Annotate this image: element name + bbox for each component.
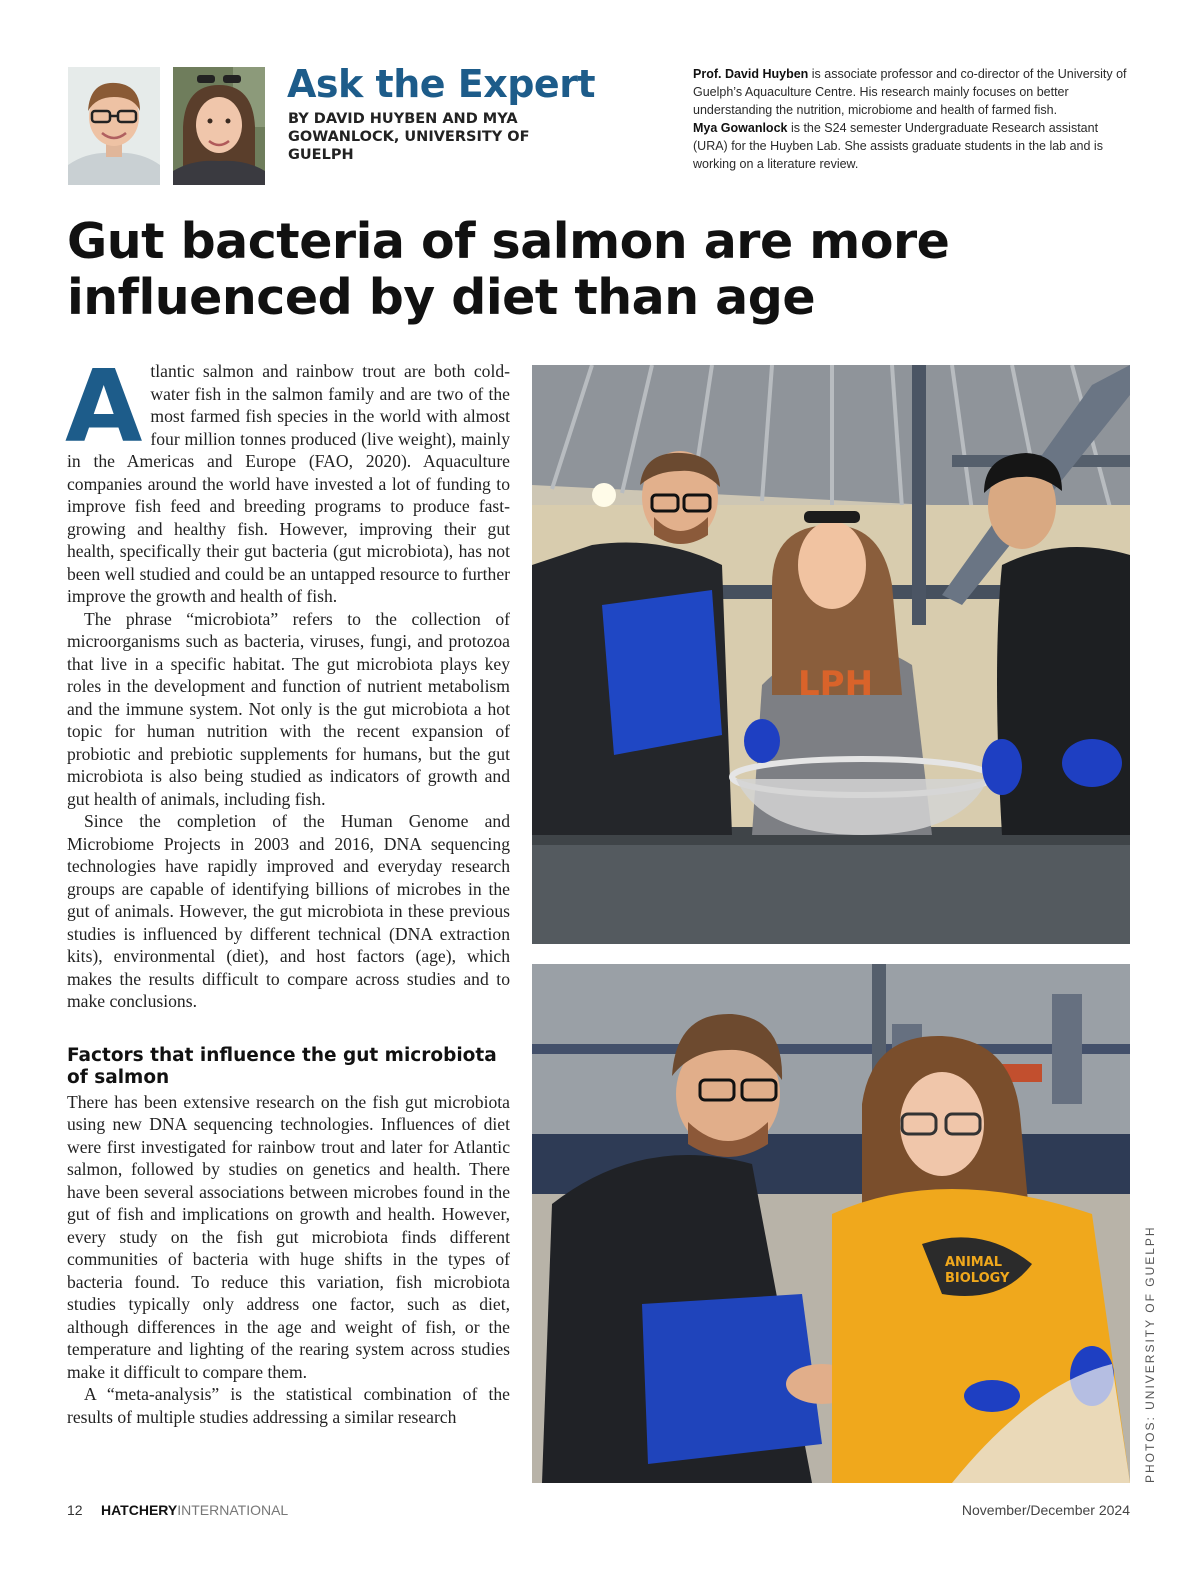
article-paragraph: A “meta-analysis” is the statistical combination of the results of multiple studies addressing a similar research xyxy=(67,1384,510,1427)
author-photo-mya-gowanlock xyxy=(173,67,265,185)
bio-name: Mya Gowanlock xyxy=(693,121,788,135)
byline: BY DAVID HUYBEN AND MYA GOWANLOCK, UNIVERSITY OF GUELPH xyxy=(288,111,530,163)
author-photo-david-huyben xyxy=(68,67,160,185)
article-body xyxy=(65,348,510,1428)
bio-mya-gowanlock xyxy=(693,119,1133,173)
shirt-text-animal: ANIMAL xyxy=(945,1255,1003,1270)
brand-bold: HATCHERY xyxy=(101,1502,178,1518)
article-paragraph xyxy=(65,348,510,608)
bio-david-huyben xyxy=(693,65,1133,119)
article-paragraph: The phrase “microbiota” refers to the collection of microorganisms such as bacteria, viruses, fungi, and protozoa that live in a specific habitat. The gut microbiota plays key roles in the development and function of nutrient metabolism and the immune system. Not only is the gut microbiota a hot topic for human nutrition with the recent expansion of probiotic and prebiotic supplements for humans, but the gut microbiota is also being studied as indicators of growth and gut health of animals, including fish. xyxy=(67,608,510,809)
magazine-brand xyxy=(101,1502,288,1518)
paragraph-text: tlantic salmon and rainbow trout are both cold-water fish in the salmon family and are two of the most farmed fish species in the world with almost four million tonnes produced (live weight), mainly in the Americas and Europe (FAO, 2020). Aquaculture companies around the world have invested a lot of funding to improve fish feed and breeding programs to produce fast-growing and healthy fish. However, improving their gut health, specifically their gut bacteria (gut microbiota), has not been well studied and could be an untapped resource to further improve the growth and health of fish. xyxy=(67,361,510,606)
article-subheading: Factors that influence the gut microbiota of salmon xyxy=(67,1044,497,1088)
issue-date: November/December 2024 xyxy=(961,1502,1130,1518)
article-paragraph: Since the completion of the Human Genome and Microbiome Projects in 2003 and 2016, DNA sequencing technologies have rapidly improved and everyday research groups are capable of identifying billions of microbes in the gut of animals. However, the gut microbiota in these previous studies is influenced by different technical (DNA extraction kits), environmental (diet), and host factors (age), which makes the results difficult to compare across studies and to make conclusions. xyxy=(67,811,510,1011)
article-paragraph: There has been extensive research on the fish gut microbiota using new DNA sequencing technologies. Influences of diet were first investigated for rainbow trout and later for Atlantic salmon, followed by studies on genetics and health. There have been several associations between microbes found in the gut of fish and implications on growth and health. However, every study on the fish gut microbiota finds different communities of bacteria with huge shifts in the types of bacteria found. To reduce this variation, fish microbiota studies typically only address one factor, such as diet, although differences in the age and weight of fish, or the temperature and lighting of the rearing system across studies make it difficult to compare them. xyxy=(67,1091,510,1382)
brand-light: INTERNATIONAL xyxy=(177,1502,289,1518)
lab-photo-two-researchers xyxy=(532,964,1130,1483)
drop-cap: A xyxy=(65,348,143,465)
section-title: Ask the Expert xyxy=(287,62,596,106)
bio-text: is associate professor and co-director of the University of Guelph’s Aquaculture Centre. His research mainly focuses on better understanding the nutrition, microbiome and health of farmed fish. xyxy=(693,67,1127,117)
photo-credit: PHOTOS: UNIVERSITY OF GUELPH xyxy=(1143,1225,1157,1483)
page-number: 12 xyxy=(67,1502,83,1518)
lab-photo-three-researchers xyxy=(532,365,1130,944)
article-headline: Gut bacteria of salmon are more influenced by diet than age xyxy=(67,213,950,326)
bio-text: is the S24 semester Undergraduate Research assistant (URA) for the Huyben Lab. She assists graduate students in the lab and is working on a literature review. xyxy=(693,121,1103,171)
svg-text:LPH: LPH xyxy=(798,664,874,704)
author-bios xyxy=(693,65,1133,173)
bio-name: Prof. David Huyben xyxy=(693,67,809,81)
shirt-text-biology: BIOLOGY xyxy=(945,1271,1010,1286)
